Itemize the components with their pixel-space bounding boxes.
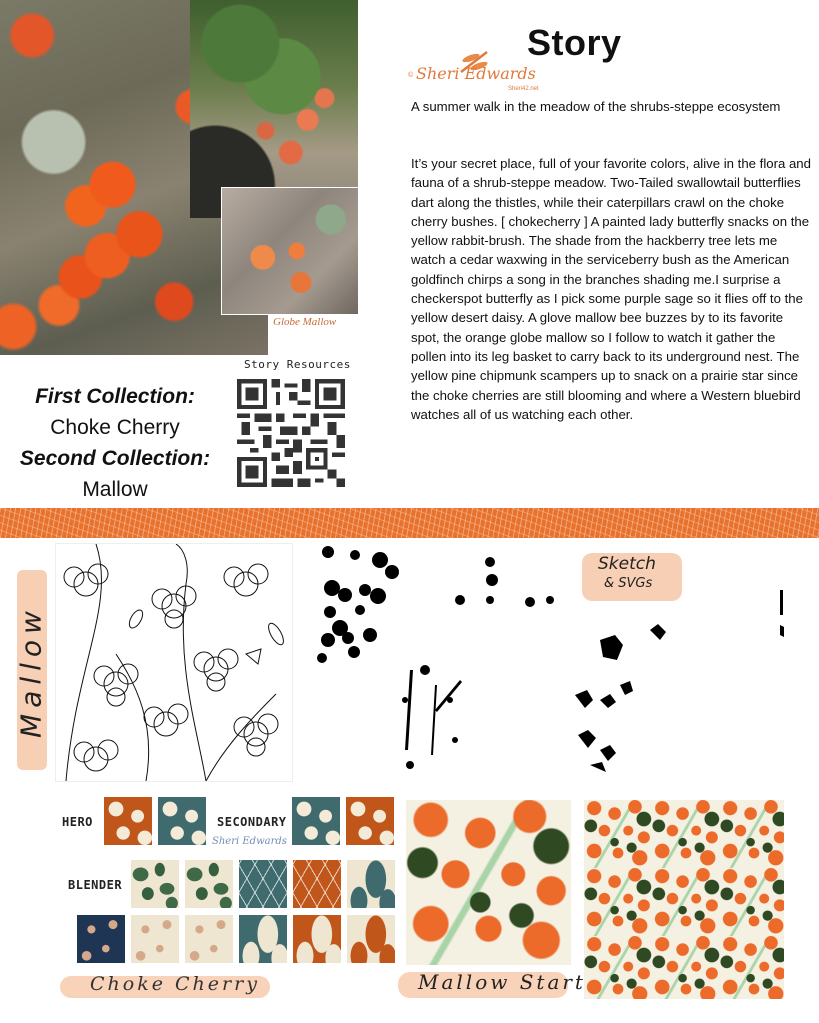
blender-swatch-pods-rust[interactable] xyxy=(293,915,341,963)
mallow-start-label: Mallow Start xyxy=(418,970,586,994)
sketch-label-line1: Sketch xyxy=(598,554,656,574)
mallow-side-label: Mallow xyxy=(14,605,48,738)
qr-code-icon[interactable] xyxy=(237,379,345,487)
blender-swatch-stars-cream-orange[interactable] xyxy=(185,915,233,963)
blender-swatch-stars-navy[interactable] xyxy=(77,915,125,963)
secondary-swatch-rust[interactable] xyxy=(346,797,394,845)
sheri-edwards-logo xyxy=(408,50,558,94)
secondary-label: SECONDARY xyxy=(217,815,287,829)
qr-label: Story Resources xyxy=(244,358,351,371)
mallow-pattern-large[interactable] xyxy=(406,800,571,965)
hero-swatch-rust[interactable] xyxy=(104,797,152,845)
mallow-line-art-sketch xyxy=(55,543,293,782)
hero-swatch-teal[interactable] xyxy=(158,797,206,845)
blender-swatch-stars-cream-blue[interactable] xyxy=(131,915,179,963)
first-collection-value: Choke Cherry xyxy=(50,416,180,439)
blender-swatch-chevron-rust[interactable] xyxy=(293,860,341,908)
blender-swatch-leaves-2[interactable] xyxy=(185,860,233,908)
story-title: Story xyxy=(527,22,622,63)
copyright-mark: © xyxy=(408,72,414,79)
story-body: It’s your secret place, full of your favorite colors, alive in the flora and fauna of a shrub-steppe meadow. Two-Tailed swallowtail butterflies dart along the thistles, while their caterpillars crawl on the choke cherry bushes. [ chokecherry ] A painted lady butterfly snacks on the yellow rabbit-brush. The shade from the hackberry tree lets me watch a cedar waxwing in the serviceberry bush as the American goldfinch chirps a song in the branches shading me.I surprise a checkerspot butterfly as I pick some purple sage so it flies off to the yellow desert daisy. A glove mallow bee buzzes by to its favorite spot, the orange globe mallow so I follow to watch it gather the pollen into its leg basket to carry back to its underground nest. The yellow pine chipmunk scampers up to snack on a prairie star since the choke cherries are still blooming and where a Western bluebird watches all of us watching each other. xyxy=(411,156,811,422)
hero-label: HERO xyxy=(62,815,93,829)
choke-cherry-label: Choke Cherry xyxy=(90,973,260,995)
palette-logo: Sheri Edwards xyxy=(212,836,287,847)
second-collection-value: Mallow xyxy=(82,478,148,501)
logo-url: Sheri42.net xyxy=(508,86,539,92)
secondary-swatch-teal[interactable] xyxy=(292,797,340,845)
blender-swatch-leaves-1[interactable] xyxy=(131,860,179,908)
globe-mallow-photo-plant xyxy=(190,0,358,218)
globe-mallow-photo-inset xyxy=(221,187,359,315)
first-collection-label: First Collection: xyxy=(35,385,195,408)
sketch-svgs-label xyxy=(598,555,656,593)
blender-swatch-pods-cream-teal[interactable] xyxy=(347,860,395,908)
mallow-pattern-repeat[interactable] xyxy=(584,800,784,999)
blender-swatch-pods-cream-rust[interactable] xyxy=(347,915,395,963)
blender-swatch-pods-teal[interactable] xyxy=(239,915,287,963)
blender-swatch-chevron-teal[interactable] xyxy=(239,860,287,908)
story-subtitle: A summer walk in the meadow of the shrubs-steppe ecosystem xyxy=(411,99,781,114)
orange-divider-stripe xyxy=(0,508,819,538)
logo-name: Sheri Edwards xyxy=(416,64,536,83)
mallow-svg-silhouettes xyxy=(310,540,819,782)
second-collection-label: Second Collection: xyxy=(19,447,211,470)
blender-label: BLENDER xyxy=(68,878,123,892)
photo-caption: Globe Mallow xyxy=(273,316,337,328)
sketch-label-line2: & SVGs xyxy=(604,576,653,591)
